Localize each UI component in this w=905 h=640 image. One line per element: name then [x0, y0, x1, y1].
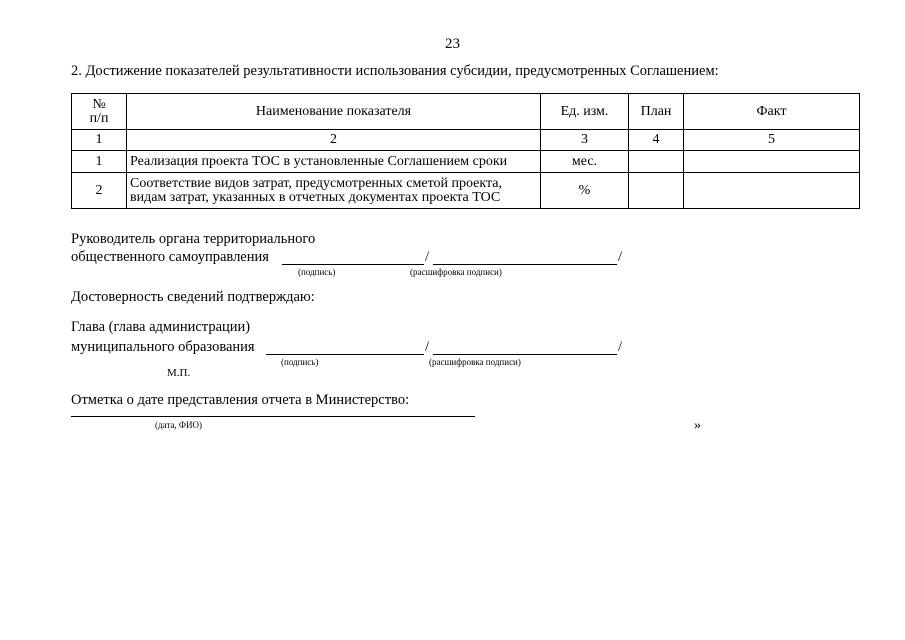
indicator-plan [629, 151, 684, 173]
municipal-decoding-line [433, 354, 617, 355]
indicator-name-line-1: Соответствие видов затрат, предусмотренных сметой проекта, [130, 175, 503, 191]
head-decoding-line [433, 264, 617, 265]
table-row [72, 151, 860, 173]
head-signature-line [282, 264, 424, 265]
header-number-abbr: п/п [89, 110, 109, 126]
row-number: 1 [72, 151, 127, 173]
table-row [72, 173, 860, 209]
ministry-mark-label: Отметка о дате представления отчета в Министерство: [71, 392, 410, 408]
closing-quote: » [694, 418, 701, 433]
header-indicator-name: Наименование показателя [127, 94, 541, 130]
municipal-caption-decoding: (расшифровка подписи) [429, 357, 521, 367]
stamp-placeholder: М.П. [167, 367, 191, 379]
indicators-table [71, 93, 860, 209]
column-number-2: 2 [127, 130, 541, 151]
column-number-4: 4 [629, 130, 684, 151]
table-numbering-row [72, 130, 860, 151]
column-number-1: 1 [72, 130, 127, 151]
indicator-plan [629, 173, 684, 209]
indicator-fact [684, 173, 860, 209]
header-plan: План [629, 94, 684, 130]
indicator-name-line-2: видам затрат, указанных в отчетных документах проекта ТОС [130, 189, 501, 205]
ministry-date-line [71, 416, 475, 417]
indicator-name [127, 173, 541, 209]
head-slash-end: / [618, 249, 623, 265]
head-caption-decoding: (расшифровка подписи) [410, 267, 502, 277]
header-fact: Факт [684, 94, 860, 130]
section-heading: 2. Достижение показателей результативности использования субсидии, предусмотренных Соглашением: [71, 63, 719, 79]
municipal-title-line-1: Глава (глава администрации) [71, 319, 251, 335]
indicator-name: Реализация проекта ТОС в установленные Соглашением сроки [127, 151, 541, 173]
confirmation-text: Достоверность сведений подтверждаю: [71, 289, 315, 305]
head-caption-signature: (подпись) [298, 267, 336, 277]
municipal-slash-end: / [618, 339, 623, 355]
head-title-line-2: общественного самоуправления [71, 249, 269, 265]
header-unit: Ед. изм. [541, 94, 629, 130]
row-number: 2 [72, 173, 127, 209]
ministry-mark-caption: (дата, ФИО) [155, 420, 202, 430]
column-number-5: 5 [684, 130, 860, 151]
table-header-row [72, 94, 860, 130]
page-number: 23 [445, 36, 460, 52]
municipal-caption-signature: (подпись) [281, 357, 319, 367]
head-slash-mid: / [425, 249, 430, 265]
header-number [72, 94, 127, 130]
municipal-slash-mid: / [425, 339, 430, 355]
indicator-unit: мес. [541, 151, 629, 173]
column-number-3: 3 [541, 130, 629, 151]
municipal-signature-line [266, 354, 424, 355]
head-title-line-1: Руководитель органа территориального [71, 231, 316, 247]
header-number-sign: № [92, 96, 106, 112]
indicator-unit: % [541, 173, 629, 209]
indicator-fact [684, 151, 860, 173]
municipal-title-line-2: муниципального образования [71, 339, 255, 355]
